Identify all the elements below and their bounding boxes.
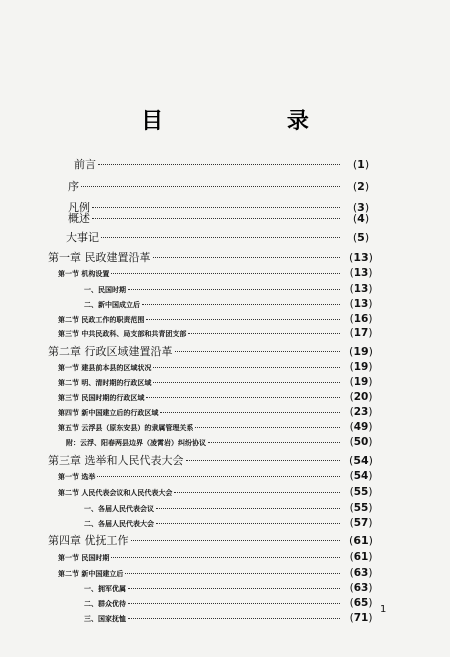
toc-entry-label: 一、各届人民代表会议 — [84, 504, 154, 513]
page-title: 目 录 — [141, 109, 367, 134]
toc-entry-page: ( 1 ) — [342, 158, 380, 171]
toc-entry-label: 第二节 新中国建立后 — [58, 569, 124, 578]
dot-leader — [175, 351, 341, 352]
toc-entry-label: 前言 — [74, 158, 96, 171]
toc-entry-page: ( 2 ) — [342, 180, 380, 193]
toc-entry-label: 一、民国时期 — [84, 285, 126, 294]
dot-leader — [156, 508, 340, 509]
dot-leader — [131, 540, 341, 541]
dot-leader — [128, 588, 340, 589]
dot-leader — [188, 333, 340, 334]
toc-entry-page: ( 63 ) — [342, 582, 380, 594]
toc-chapter[interactable] — [48, 343, 380, 359]
page-number: 1 — [380, 604, 387, 615]
toc-entry[interactable] — [74, 156, 380, 172]
dot-leader — [142, 304, 340, 305]
toc-entry-label: 大事记 — [66, 231, 99, 244]
dot-leader — [146, 397, 340, 398]
toc-chapter[interactable] — [48, 452, 380, 468]
toc-entry-label: 第三节 民国时期的行政区域 — [58, 393, 145, 402]
toc-entry-label: 第四节 新中国建立后的行政区域 — [58, 408, 159, 417]
toc-entry-page: ( 55 ) — [342, 502, 380, 514]
toc-section[interactable] — [58, 421, 380, 433]
toc-section[interactable] — [58, 406, 380, 418]
toc-subsection[interactable] — [84, 597, 380, 609]
toc-entry-label: 第二节 人民代表会议和人民代表大会 — [58, 488, 173, 497]
toc-subsection[interactable] — [84, 298, 380, 310]
dot-leader — [125, 573, 340, 574]
dot-leader — [174, 492, 340, 493]
toc-entry-label: 一、拥军优属 — [84, 584, 126, 593]
toc-entry-page: ( 55 ) — [342, 486, 380, 498]
dot-leader — [186, 460, 341, 461]
dot-leader — [111, 273, 340, 274]
toc-entry-page: ( 13 ) — [342, 251, 380, 264]
toc-entry-label: 二、各届人民代表大会 — [84, 519, 154, 528]
toc-entry-label: 第一节 选举 — [58, 472, 96, 481]
toc-entry-page: ( 54 ) — [342, 454, 380, 467]
toc-entry-label: 第一节 建县前本县的区域状况 — [58, 363, 152, 372]
dot-leader — [92, 218, 340, 219]
toc-subsection[interactable] — [84, 612, 380, 624]
dot-leader — [156, 523, 340, 524]
toc-section[interactable] — [58, 391, 380, 403]
toc-entry-label: 二、群众优待 — [84, 599, 126, 608]
toc-entry-label: 第二章 行政区域建置沿革 — [48, 345, 173, 358]
toc-entry-page: ( 49 ) — [342, 421, 380, 433]
toc-entry-page: ( 61 ) — [342, 534, 380, 547]
toc-entry-page: ( 13 ) — [342, 298, 380, 310]
toc-subsection[interactable] — [84, 502, 380, 514]
toc-entry-label: 第二节 明、清时期的行政区域 — [58, 378, 152, 387]
toc-entry-page: ( 19 ) — [342, 361, 380, 373]
dot-leader — [195, 427, 340, 428]
toc-entry[interactable] — [68, 210, 380, 226]
toc-entry-page: ( 71 ) — [342, 612, 380, 624]
dot-leader — [81, 186, 340, 187]
toc-entry-label: 概述 — [68, 212, 90, 225]
toc-entry-page: ( 5 ) — [342, 231, 380, 244]
dot-leader — [101, 237, 340, 238]
toc-entry-page: ( 65 ) — [342, 597, 380, 609]
toc-entry-page: ( 61 ) — [342, 551, 380, 563]
dot-leader — [146, 319, 340, 320]
dot-leader — [153, 257, 341, 258]
toc-entry[interactable] — [68, 178, 380, 194]
dot-leader — [98, 164, 340, 165]
toc-section[interactable] — [58, 267, 380, 279]
toc-entry-label: 第一节 民国时期 — [58, 553, 110, 562]
toc-entry-page: ( 4 ) — [342, 212, 380, 225]
toc-subsection[interactable] — [84, 283, 380, 295]
toc-entry-page: ( 23 ) — [342, 406, 380, 418]
toc-section[interactable] — [58, 361, 380, 373]
dot-leader — [128, 603, 340, 604]
dot-leader — [97, 476, 340, 477]
toc-section[interactable] — [58, 551, 380, 563]
toc-entry-label: 第一章 民政建置沿革 — [48, 251, 151, 264]
toc-entry-label: 第四章 优抚工作 — [48, 534, 129, 547]
dot-leader — [128, 289, 340, 290]
toc-entry-page: ( 19 ) — [342, 376, 380, 388]
toc-entry[interactable] — [66, 229, 380, 245]
toc-entry-label: 第五节 云浮县（原东安县）的隶属管理关系 — [58, 423, 194, 432]
toc-entry-page: ( 50 ) — [342, 436, 380, 448]
toc-entry-label: 三、国家抚恤 — [84, 614, 126, 623]
toc-entry-label: 附：云浮、阳春两县边界（凌霄岩）纠纷协议 — [66, 438, 206, 447]
dot-leader — [208, 442, 340, 443]
toc-chapter[interactable] — [48, 532, 380, 548]
toc-section[interactable] — [58, 567, 380, 579]
toc-entry-label: 凡例 — [68, 201, 90, 214]
toc-section[interactable] — [58, 470, 380, 482]
toc-chapter[interactable] — [48, 249, 380, 265]
dot-leader — [153, 382, 340, 383]
toc-subsection[interactable] — [84, 517, 380, 529]
toc-entry-label: 第三节 中共民政科、局支部和共青团支部 — [58, 329, 187, 338]
toc-section[interactable] — [58, 313, 380, 325]
toc-section[interactable] — [58, 327, 380, 339]
toc-subsection[interactable] — [84, 582, 380, 594]
dot-leader — [160, 412, 340, 413]
toc-section[interactable] — [66, 436, 380, 448]
toc-entry-page: ( 54 ) — [342, 470, 380, 482]
toc-entry-page: ( 13 ) — [342, 267, 380, 279]
toc-entry-page: ( 17 ) — [342, 327, 380, 339]
toc-entry-label: 第一节 机构设置 — [58, 269, 110, 278]
toc-entry-page: ( 63 ) — [342, 567, 380, 579]
toc-section[interactable] — [58, 486, 380, 498]
toc-entry-label: 序 — [68, 180, 79, 193]
dot-leader — [111, 557, 340, 558]
dot-leader — [92, 207, 340, 208]
toc-entry-label: 第三章 选举和人民代表大会 — [48, 454, 184, 467]
dot-leader — [153, 367, 340, 368]
dot-leader — [128, 618, 340, 619]
toc-section[interactable] — [58, 376, 380, 388]
toc-entry-label: 二、新中国成立后 — [84, 300, 140, 309]
toc-entry-page: ( 20 ) — [342, 391, 380, 403]
toc-entry-label: 第二节 民政工作的职责范围 — [58, 315, 145, 324]
toc-entry-page: ( 19 ) — [342, 345, 380, 358]
toc-entry-page: ( 13 ) — [342, 283, 380, 295]
toc-entry-page: ( 3 ) — [342, 201, 380, 214]
toc-entry-page: ( 57 ) — [342, 517, 380, 529]
toc-entry-page: ( 16 ) — [342, 313, 380, 325]
